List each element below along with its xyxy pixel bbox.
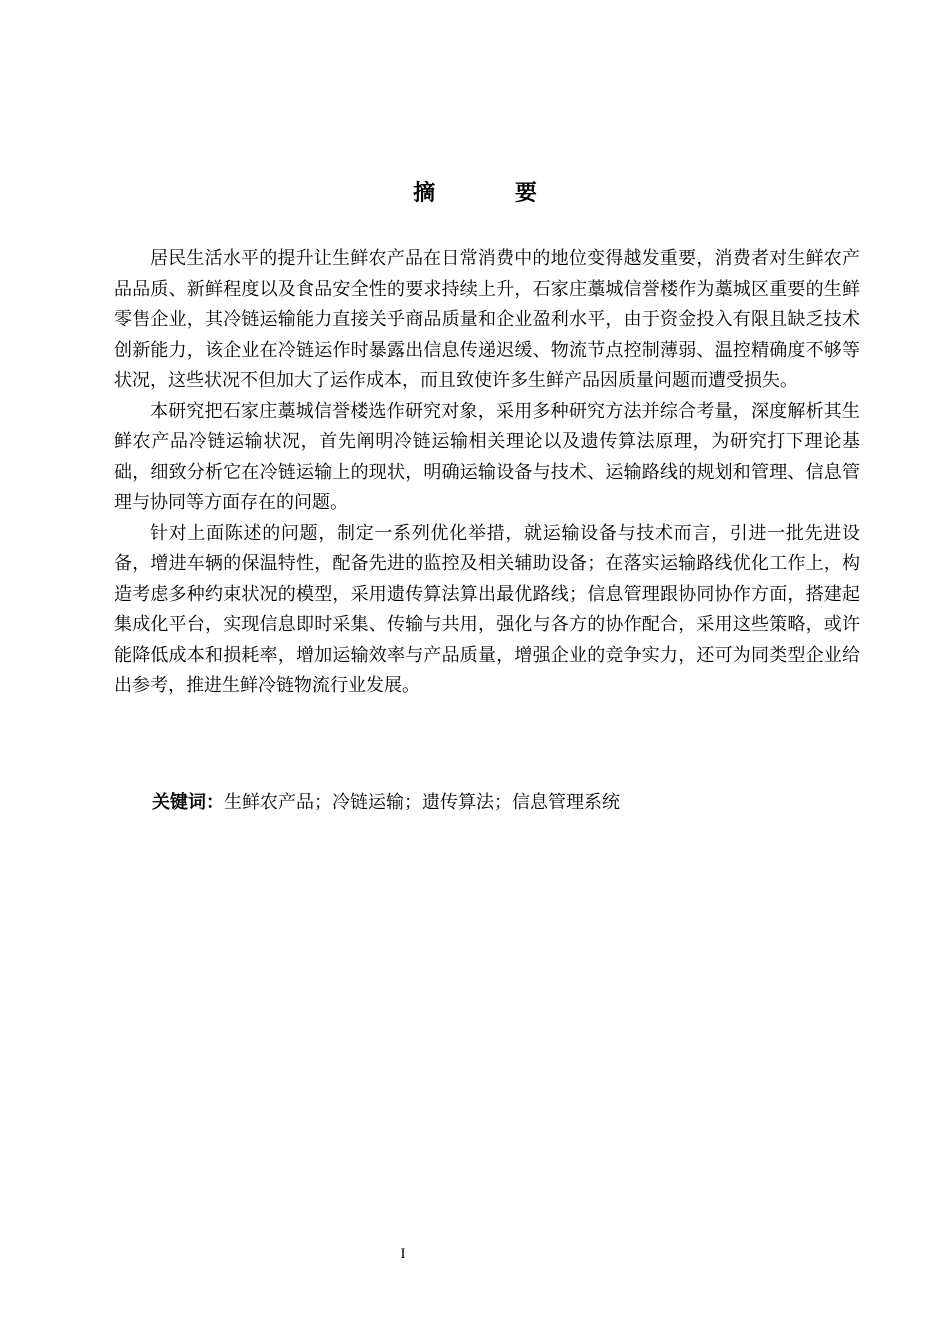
page-title: 摘 要 [413,181,573,206]
abstract-paragraph: 居民生活水平的提升让生鲜农产品在日常消费中的地位变得越发重要，消费者对生鲜农产品品质、新鲜程度以及食品安全性的要求持续上升，石家庄藁城信誉楼作为藁城区重要的生鲜零售企业，其冷链运输能力直接关乎商品质量和企业盈利水平，由于资金投入有限且缺乏技术创新能力，该企业在冷链运作时暴露出信息传递迟缓、物流节点控制薄弱、温控精确度不够等状况，这些状况不但加大了运作成本，而且致使许多生鲜产品因质量问题而遭受损失。 [114,248,860,391]
abstract-body [114,244,860,702]
keywords-label: 关键词： [152,792,224,813]
keywords-list: 生鲜农产品；冷链运输；遗传算法；信息管理系统 [224,792,620,813]
abstract-paragraph: 针对上面陈述的问题，制定一系列优化举措，就运输设备与技术而言，引进一批先进设备，增进车辆的保温特性，配备先进的监控及相关辅助设备；在落实运输路线优化工作上，构造考虑多种约束状况的模型，采用遗传算法算出最优路线；信息管理跟协同协作方面，搭建起集成化平台，实现信息即时采集、传输与共用，强化与各方的协作配合，采用这些策略，或许能降低成本和损耗率，增加运输效率与产品质量，增强企业的竞争实力，还可为同类型企业给出参考，推进生鲜冷链物流行业发展。 [114,522,860,696]
page-number: I [400,1246,406,1262]
abstract-paragraph: 本研究把石家庄藁城信誉楼选作研究对象，采用多种研究方法并综合考量，深度解析其生鲜农产品冷链运输状况，首先阐明冷链运输相关理论以及遗传算法原理，为研究打下理论基础，细致分析它在冷链运输上的现状，明确运输设备与技术、运输路线的规划和管理、信息管理与协同等方面存在的问题。 [114,400,860,513]
keywords-line [152,788,852,818]
